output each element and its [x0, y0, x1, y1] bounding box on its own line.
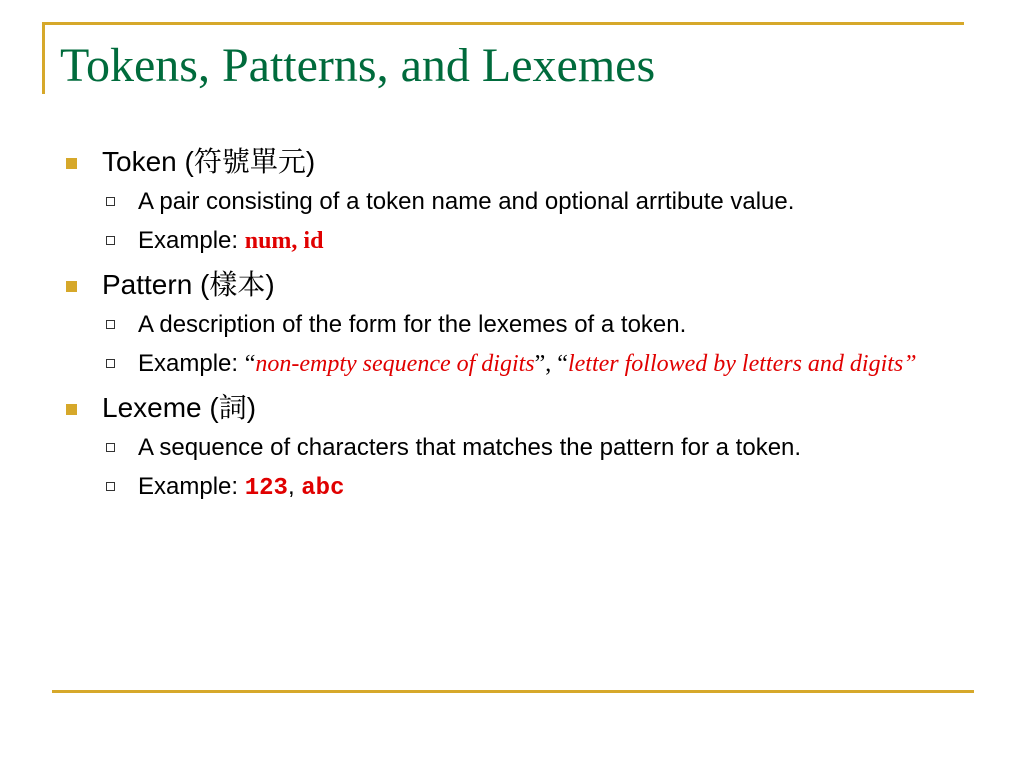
hollow-square-bullet-icon — [106, 236, 115, 245]
example-token-id: id — [303, 228, 324, 254]
example-separator: , — [291, 228, 304, 254]
example-pattern-identifier: letter followed by letters and digits — [567, 351, 904, 377]
hollow-square-bullet-icon — [106, 197, 115, 206]
slide-content — [66, 145, 946, 505]
example-pattern-digits: non-empty sequence of digits — [255, 351, 535, 377]
frame-bottom-rule — [52, 690, 974, 693]
hollow-square-bullet-icon — [106, 359, 115, 368]
bullet-lexeme — [66, 391, 946, 425]
subbullet-lexeme-example — [66, 470, 946, 505]
token-heading: Token (符號單元) — [102, 146, 316, 177]
example-label: Example: — [138, 227, 245, 254]
square-bullet-icon — [66, 281, 77, 292]
hollow-square-bullet-icon — [106, 482, 115, 491]
close-quote: ” — [534, 351, 546, 377]
square-bullet-icon — [66, 404, 77, 415]
frame-left-rule — [42, 22, 45, 94]
open-quote: “ — [244, 351, 256, 377]
bullet-pattern — [66, 268, 946, 302]
example-lexeme-123: 123 — [244, 475, 288, 502]
slide-title: Tokens, Patterns, and Lexemes — [60, 39, 656, 92]
example-label: Example: — [138, 473, 245, 500]
subbullet-pattern-definition — [66, 308, 946, 341]
close-quote: ” — [903, 351, 917, 377]
square-bullet-icon — [66, 158, 77, 169]
lexeme-definition: A sequence of characters that matches the pattern for a token. — [138, 434, 802, 461]
subbullet-token-definition — [66, 185, 946, 218]
bullet-token — [66, 145, 946, 179]
example-separator: , — [545, 351, 558, 377]
example-token-num: num — [244, 228, 292, 254]
lexeme-heading: Lexeme (詞) — [102, 392, 257, 423]
example-separator: , — [287, 473, 302, 500]
pattern-heading: Pattern (樣本) — [102, 269, 275, 300]
hollow-square-bullet-icon — [106, 320, 115, 329]
token-definition: A pair consisting of a token name and optional arrtibute value. — [138, 188, 795, 215]
open-quote: “ — [557, 351, 568, 377]
example-label: Example: — [138, 350, 245, 377]
subbullet-pattern-example — [66, 347, 946, 381]
subbullet-lexeme-definition — [66, 431, 946, 464]
subbullet-token-example — [66, 224, 946, 258]
frame-top-rule — [42, 22, 964, 25]
pattern-definition: A description of the form for the lexemes of a token. — [138, 311, 687, 338]
example-lexeme-abc: abc — [301, 475, 345, 502]
hollow-square-bullet-icon — [106, 443, 115, 452]
